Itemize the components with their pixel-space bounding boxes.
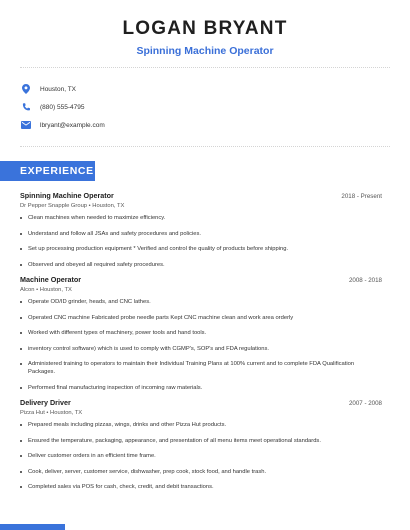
resume-header — [0, 0, 410, 57]
map-pin-icon — [20, 83, 32, 95]
list-item: Worked with different types of machinery, power tools and hand tools. — [20, 329, 382, 337]
list-item: Performed final manufacturing inspection of incoming raw materials. — [20, 384, 382, 392]
list-item: Cook, deliver, server, customer service, dishwasher, prep cook, stock food, and handle trash. — [20, 468, 382, 476]
contact-list — [20, 80, 105, 134]
job-entry — [20, 191, 382, 276]
contact-phone — [20, 98, 105, 116]
job-title: Delivery Driver — [20, 398, 71, 407]
contact-location — [20, 80, 105, 98]
list-item: Set up processing production equipment * Verified and control the quality of products before shipping. — [20, 245, 382, 253]
job-title: Machine Operator — [20, 275, 82, 284]
list-item: Ensured the temperature, packaging, appearance, and presentation of all menu items meet operational standards. — [20, 437, 382, 445]
job-entry — [20, 275, 382, 399]
job-dates: 2018 - Present — [341, 193, 382, 200]
list-item: Clean machines when needed to maximize efficiency. — [20, 214, 382, 222]
job-entry — [20, 398, 382, 499]
job-bullets — [20, 214, 382, 269]
list-item: Operated CNC machine Fabricated probe needle parts Kept CNC machine clean and work area orderly — [20, 314, 382, 322]
list-item: Prepared meals including pizzas, wings, drinks and other Pizza Hut products. — [20, 421, 382, 429]
job-dates: 2008 - 2018 — [348, 277, 382, 284]
email-text: lbryant@example.com — [40, 121, 105, 129]
list-item: Administered training to operators to maintain their Individual Training Plans at 100% current and to complete FDA Qualification Packages. — [20, 360, 382, 376]
job-bullets — [20, 421, 382, 491]
candidate-name: LOGAN BRYANT — [122, 18, 288, 39]
contact-email — [20, 116, 105, 134]
mail-icon — [20, 119, 32, 131]
list-item: Understand and follow all JSAs and safety procedures and policies. — [20, 230, 382, 238]
list-item: Observed and obeyed all required safety procedures. — [20, 261, 382, 269]
next-section-tab — [0, 524, 65, 530]
job-company: Dr Pepper Snapple Group • Houston, TX — [20, 203, 125, 209]
job-bullets — [20, 298, 382, 392]
list-item: inventory control software) which is used to comply with CGMP's, SOP's and FDA regulations. — [20, 345, 382, 353]
job-company: Alcon • Houston, TX — [20, 287, 72, 293]
phone-icon — [20, 101, 32, 113]
job-dates: 2007 - 2008 — [348, 400, 382, 407]
divider — [20, 67, 390, 68]
location-text: Houston, TX — [40, 85, 77, 93]
list-item: Deliver customer orders in an efficient time frame. — [20, 452, 382, 460]
list-item: Completed sales via POS for cash, check, credit, and debit transactions. — [20, 483, 382, 491]
candidate-role: Spinning Machine Operator — [136, 45, 274, 57]
phone-text: (880) 555-4795 — [40, 103, 85, 111]
job-title: Spinning Machine Operator — [20, 191, 114, 200]
divider — [20, 146, 390, 147]
list-item: Operate OD/ID grinder, heads, and CNC lathes. — [20, 298, 382, 306]
job-company: Pizza Hut • Houston, TX — [20, 410, 83, 416]
section-title-experience: EXPERIENCE — [0, 161, 95, 181]
